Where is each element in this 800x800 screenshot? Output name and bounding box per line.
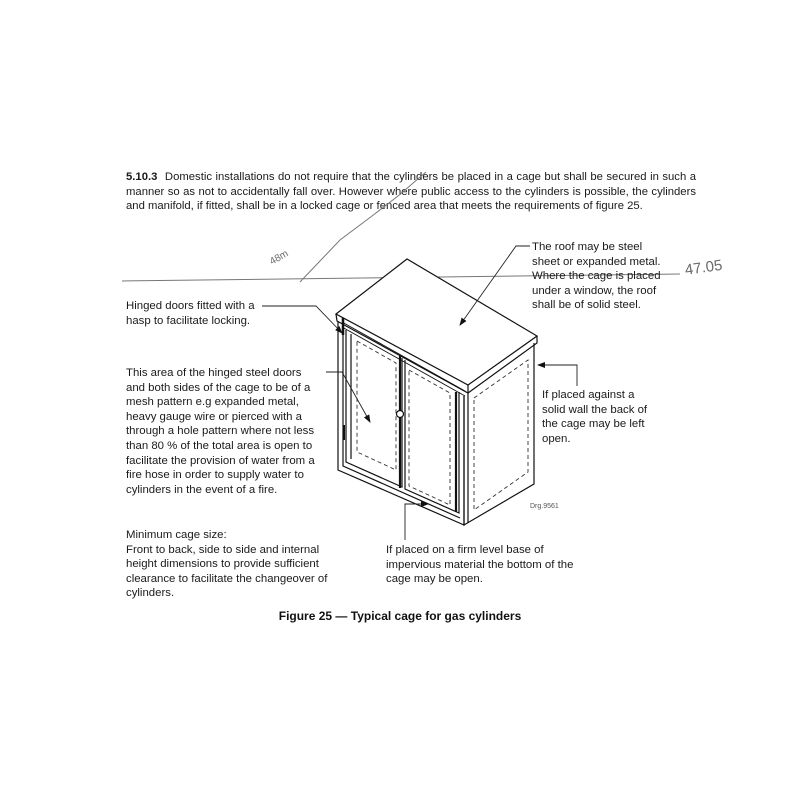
hinged-doors-annotation: Hinged doors fitted with a hasp to facilitate locking.: [126, 300, 255, 327]
drawing-reference: Drg.9561: [530, 503, 559, 510]
left-door: [346, 330, 402, 487]
back-leader: [538, 365, 577, 386]
figure-caption: Figure 25 — Typical cage for gas cylinders: [278, 609, 522, 623]
back-annotation: If placed against a solid wall the back of the cage may be left open.: [542, 389, 648, 445]
handwritten-mark-4705: 47.05: [683, 256, 724, 279]
mesh-leader: [326, 372, 370, 422]
clause-number: 5.10.3: [126, 171, 158, 183]
handwritten-mark-48m: 48m: [268, 248, 291, 268]
base-leader: [405, 504, 428, 540]
hinge-leader: [262, 306, 342, 333]
mesh-annotation: This area of the hinged steel doors and both sides of the cage to be of a mesh pattern e.g expanded metal, heavy gauge wire or pierced with a through a hole pattern where not less than 80 % of the total area is open to facilitate the provision of water from a fire hose in order to supply water to cylinders in the event of a fire.: [126, 367, 315, 496]
door-handle: [397, 411, 404, 418]
clause-text: Domestic installations do not require that the cylinders be placed in a cage but shall be secured in such a manner so as not to accidentally fall over. However where public access to the cylinders is possible, the cylinders and manifold, if fitted, shall be in a locked cage or fenced area that meets the requirements of figure 25.: [126, 171, 697, 213]
base-annotation: If placed on a firm level base of impervious material the bottom of the cage may be open.: [386, 544, 574, 586]
roof: [336, 259, 537, 396]
minimum-size-annotation: Minimum cage size: Front to back, side to side and internal height dimensions to provide sufficient clearance to facilitate the changeover of cylinders.: [126, 529, 328, 600]
roof-annotation: The roof may be steel sheet or expanded metal. Where the cage is placed under a window, the roof shall be of solid steel.: [532, 241, 661, 312]
